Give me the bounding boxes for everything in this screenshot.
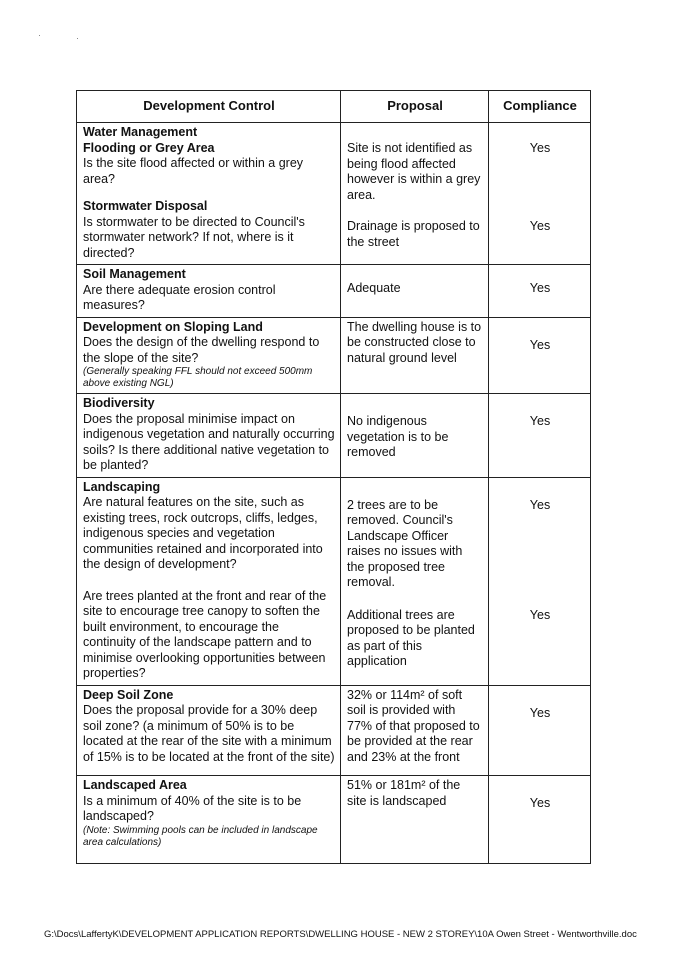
table-row bbox=[77, 394, 591, 478]
proposal-cell bbox=[341, 123, 489, 265]
proposal-text: The dwelling house is to be constructed close to natural ground level bbox=[347, 319, 482, 365]
row-subtitle: Stormwater Disposal bbox=[83, 199, 208, 213]
row-note: (Generally speaking FFL should not exceed 500mm above existing NGL) bbox=[83, 366, 313, 389]
control-cell bbox=[77, 685, 341, 776]
compliance-cell bbox=[489, 776, 591, 864]
proposal-cell bbox=[341, 317, 489, 394]
row-question: Does the proposal provide for a 30% deep soil zone? (a minimum of 50% is to be located at the rear of the site with a minimum of 15% is to be located at the front of the site) bbox=[83, 703, 335, 764]
row-question: Does the design of the dwelling respond to the slope of the site? bbox=[83, 335, 320, 365]
proposal-cell bbox=[341, 477, 489, 685]
proposal-text: Drainage is proposed to the street bbox=[347, 219, 480, 249]
header-proposal: Proposal bbox=[341, 91, 489, 123]
row-question: Does the proposal minimise impact on indigenous vegetation and naturally occurring soils? Is there additional native vegetation to be planted? bbox=[83, 411, 335, 472]
compliance-value: Yes bbox=[529, 705, 551, 720]
file-path-footer: G:\Docs\LaffertyK\DEVELOPMENT APPLICATION REPORTS\DWELLING HOUSE - NEW 2 STOREY\10A Owen Street - Wentworthville.doc bbox=[44, 929, 637, 940]
table-row bbox=[77, 477, 591, 685]
compliance-cell bbox=[489, 317, 591, 394]
control-cell bbox=[77, 123, 341, 265]
proposal-text: No indigenous vegetation is to be removed bbox=[347, 414, 449, 459]
compliance-cell bbox=[489, 685, 591, 776]
scan-speck: · bbox=[76, 33, 79, 43]
proposal-text: Adequate bbox=[347, 281, 401, 295]
proposal-text: 51% or 181m² of the site is landscaped bbox=[347, 778, 461, 808]
row-question: Are trees planted at the front and rear of the site to encourage tree canopy to soften the built environment, to encourage the continuity of the landscape pattern and to minimise overlooking opportunities between properties? bbox=[83, 588, 327, 680]
proposal-cell bbox=[341, 394, 489, 478]
compliance-cell bbox=[489, 477, 591, 685]
proposal-cell bbox=[341, 265, 489, 318]
row-title: Biodiversity bbox=[83, 396, 155, 410]
row-title: Landscaping bbox=[83, 479, 161, 494]
table-row bbox=[77, 265, 591, 318]
proposal-cell bbox=[341, 776, 489, 864]
proposal-text: Additional trees are proposed to be planted as part of this application bbox=[347, 607, 475, 668]
scan-speck: · bbox=[38, 30, 41, 40]
table-header-row bbox=[77, 91, 591, 123]
row-question: Is stormwater to be directed to Council's stormwater network? If not, where is it directed? bbox=[83, 214, 305, 260]
row-title: Water Management bbox=[83, 125, 198, 139]
row-subtitle: Flooding or Grey Area bbox=[83, 140, 215, 155]
row-question: Are there adequate erosion control measures? bbox=[83, 282, 276, 312]
row-title: Development on Sloping Land bbox=[83, 319, 263, 334]
control-cell bbox=[77, 265, 341, 318]
row-note: (Note: Swimming pools can be included in landscape area calculations) bbox=[83, 824, 318, 848]
compliance-value: Yes bbox=[529, 219, 551, 233]
compliance-value: Yes bbox=[529, 497, 551, 512]
row-title: Soil Management bbox=[83, 267, 186, 281]
row-question: Are natural features on the site, such as existing trees, rock outcrops, cliffs, ledges, indigenous species and vegetation communities retained and incorporated into the design of development? bbox=[83, 495, 323, 571]
compliance-cell bbox=[489, 394, 591, 478]
proposal-text: 32% or 114m² of soft soil is provided with 77% of that proposed to be provided at the rear and 23% at the front bbox=[347, 687, 480, 764]
control-cell bbox=[77, 477, 341, 685]
proposal-text: Site is not identified as being flood affected however is within a grey area. bbox=[347, 141, 481, 202]
compliance-value: Yes bbox=[529, 607, 551, 622]
compliance-cell bbox=[489, 265, 591, 318]
table-row bbox=[77, 685, 591, 776]
header-compliance: Compliance bbox=[489, 91, 591, 123]
row-question: Is the site flood affected or within a grey area? bbox=[83, 156, 304, 186]
table-row bbox=[77, 776, 591, 864]
row-title: Landscaped Area bbox=[83, 778, 187, 792]
table-row bbox=[77, 123, 591, 265]
compliance-value: Yes bbox=[529, 414, 551, 428]
table-row bbox=[77, 317, 591, 394]
compliance-cell bbox=[489, 123, 591, 265]
compliance-value: Yes bbox=[529, 337, 551, 352]
proposal-text: 2 trees are to be removed. Council's Landscape Officer raises no issues with the proposed tree removal. bbox=[347, 497, 463, 589]
compliance-value: Yes bbox=[529, 141, 551, 155]
row-title: Deep Soil Zone bbox=[83, 687, 174, 702]
control-cell bbox=[77, 317, 341, 394]
control-cell bbox=[77, 776, 341, 864]
development-control-table bbox=[76, 90, 591, 864]
header-development-control: Development Control bbox=[77, 91, 341, 123]
control-cell bbox=[77, 394, 341, 478]
proposal-cell bbox=[341, 685, 489, 776]
compliance-value: Yes bbox=[529, 796, 551, 810]
row-question: Is a minimum of 40% of the site is to be landscaped? bbox=[83, 793, 302, 823]
compliance-value: Yes bbox=[529, 281, 551, 295]
